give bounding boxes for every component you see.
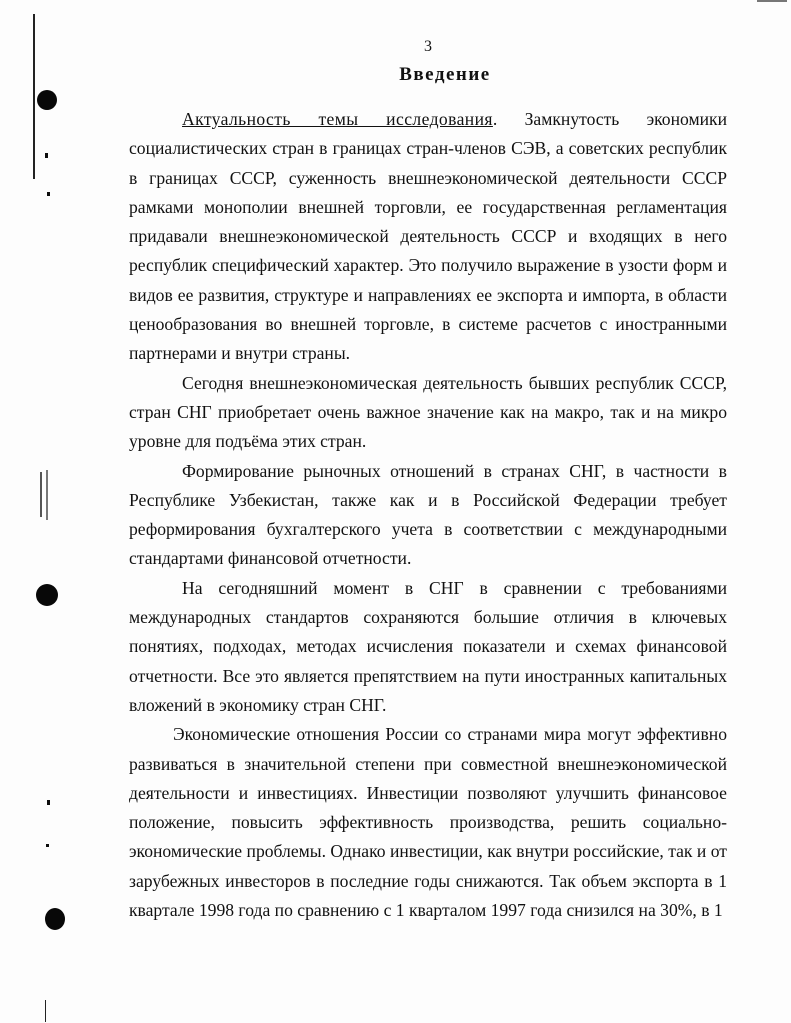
paragraph-standards: На сегодняшний момент в СНГ в сравнении с требованиями международных стандартов сохраняются большие отличия в ключевых понятиях, подходах, методах исчисления показатели и схемах финансовой отчетности. Все это является препятствием на пути иностранных капитальных вложений в экономику стран СНГ. xyxy=(129,577,727,715)
paragraph-market-relations: Формирование рыночных отношений в странах СНГ, в частности в Республике Узбекистан, также как и в Российской Федерации требует реформирования бухгалтерского учета в соответствии с международными стандартами финансовой отчетности. xyxy=(129,460,727,569)
scan-speck xyxy=(47,800,50,805)
scan-speck xyxy=(40,472,42,517)
relevance-lead-punct: . xyxy=(492,109,498,129)
page-number: 3 xyxy=(424,38,432,55)
scan-speck xyxy=(45,153,48,158)
section-heading: Введение xyxy=(399,64,491,85)
punch-hole-mark xyxy=(37,90,57,110)
relevance-text: Замкнутость экономики социалистических стран в границах стран-членов СЭВ, а советских республик в границах СССР, суженность внешнеэкономической деятельности СССР рамками монополии внешней торговли, ее государственная регламентация придавали внешнеэкономической деятельность СССР и входящих в него республик специфический характер. Это получило выражение в узости форм и видов ее развития, структуре и направлениях ее экспорта и импорта, в области ценообразования во внешней торговле, в системе расчетов с иностранными партнерами и внутри страны. xyxy=(129,109,727,364)
binding-edge-line-lower xyxy=(45,1000,46,1022)
scan-speck xyxy=(757,0,787,2)
paragraph-investments: Экономические отношения России со странами мира могут эффективно развиваться в значительной степени при совместной внешнеэкономической деятельности и инвестициях. Инвестиции позволяют улучшить финансовое положение, повысить эффективность производства, решить социально-экономические проблемы. Однако инвестиции, как внутри российские, так и от зарубежных инвесторов в последние годы снижаются. Так объем экспорта в 1 квартале 1998 года по сравнению с 1 кварталом 1997 года снизился на 30%, в 1 xyxy=(129,724,727,921)
paragraph-relevance xyxy=(129,105,727,369)
scan-speck xyxy=(46,844,49,847)
punch-hole-mark xyxy=(36,584,58,606)
punch-hole-mark xyxy=(45,908,65,930)
paragraph-cis-activity: Сегодня внешнеэкономическая деятельность бывших республик СССР, стран СНГ приобретает очень важное значение как на макро, так и на микро уровне для подъёма этих стран. xyxy=(129,372,727,452)
relevance-lead: Актуальность темы исследования xyxy=(182,109,493,129)
scan-speck xyxy=(46,470,48,520)
body-text xyxy=(129,105,727,925)
scan-speck xyxy=(47,192,50,196)
